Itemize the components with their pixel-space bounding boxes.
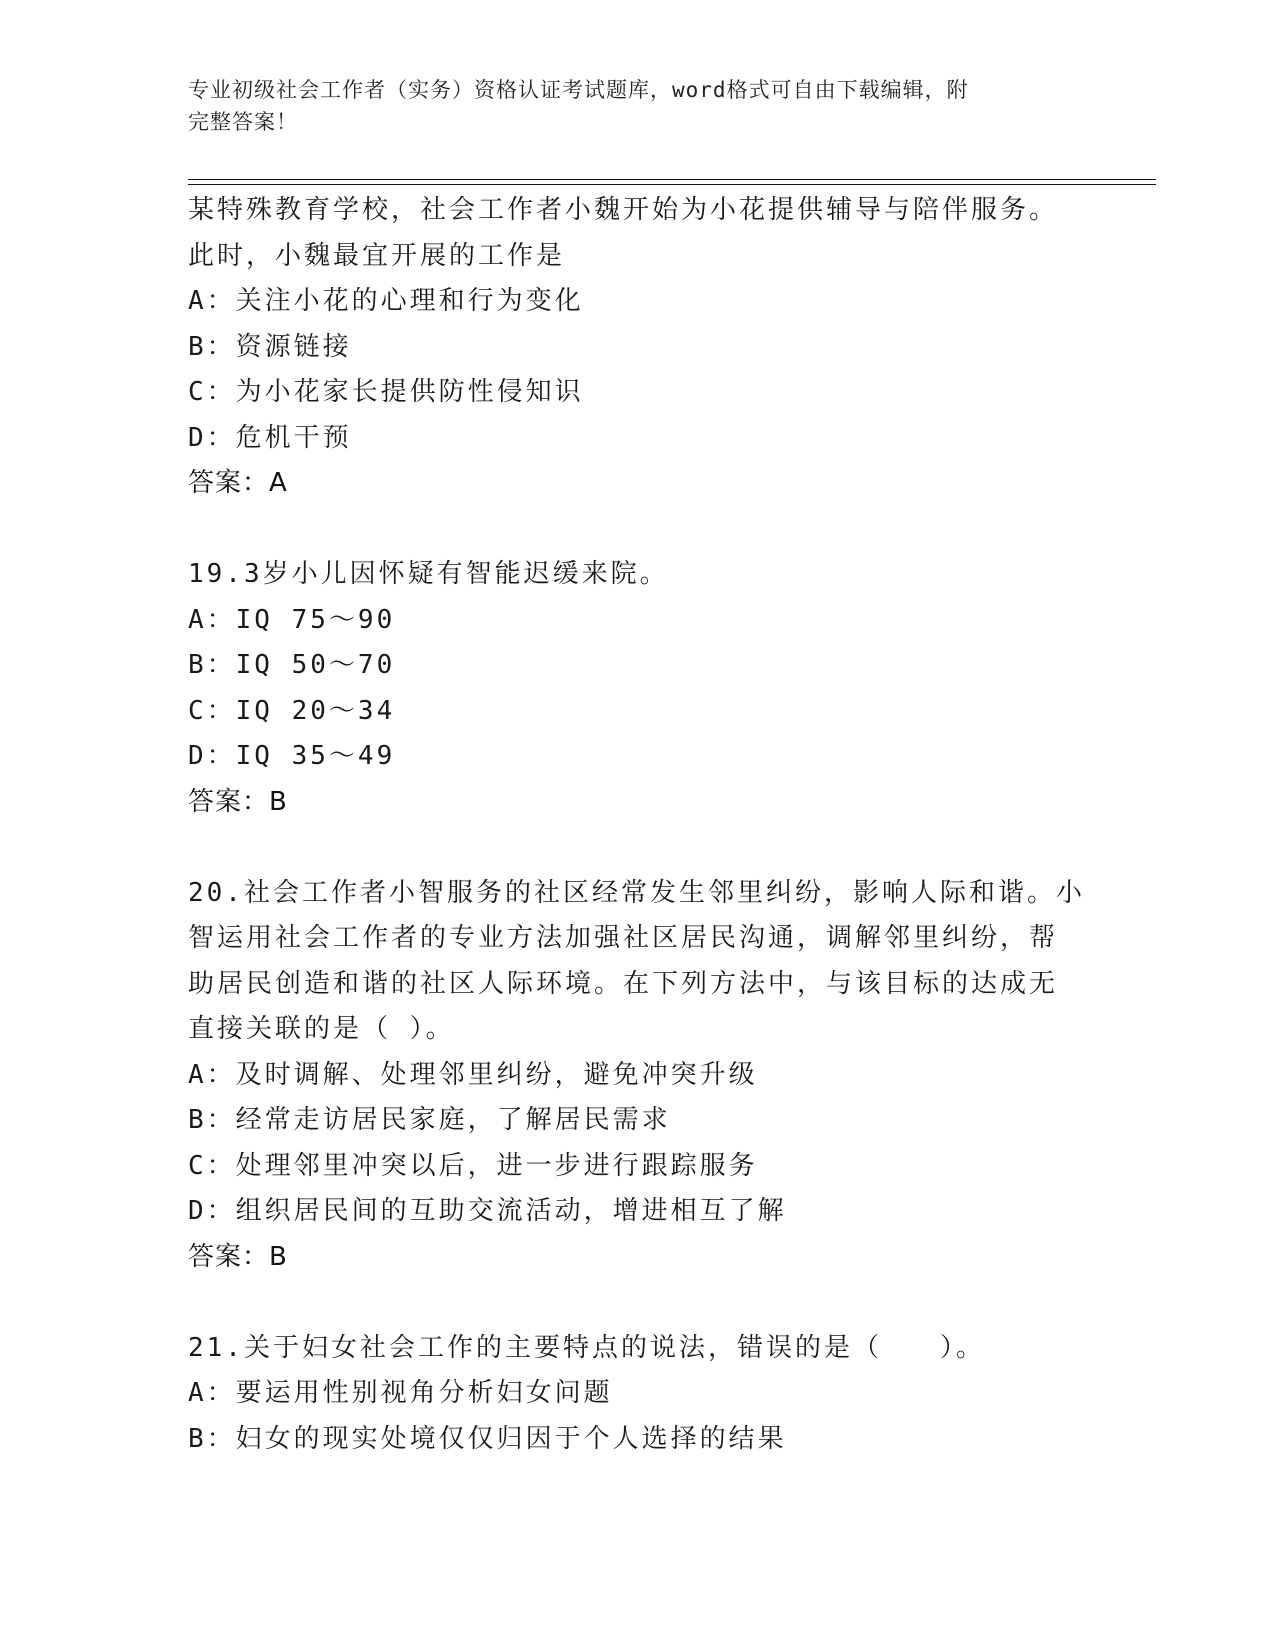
- question-stem-line: 19.3岁小儿因怀疑有智能迟缓来院。: [188, 559, 669, 589]
- option-a: A：要运用性别视角分析妇女问题: [188, 1378, 613, 1408]
- question-list: [188, 188, 1088, 1462]
- option-c: C：IQ 20～34: [188, 695, 396, 726]
- question-stem-line: 此时，小魏最宜开展的工作是: [188, 240, 566, 271]
- question-block: [188, 552, 1088, 825]
- option-b: B：资源链接: [188, 331, 352, 362]
- question-block: [188, 188, 1088, 507]
- question-stem-line: 20.社会工作者小智服务的社区经常发生邻里纠纷，影响人际和谐。小: [188, 877, 1085, 908]
- question-block: [188, 1326, 1088, 1463]
- spacer: [188, 507, 1088, 553]
- option-a: A：关注小花的心理和行为变化: [188, 286, 584, 316]
- header-line-1: 专业初级社会工作者（实务）资格认证考试题库，word格式可自由下载编辑，附: [188, 78, 969, 102]
- option-d: D：组织居民间的互助交流活动，增进相互了解: [188, 1196, 787, 1226]
- option-a: A：IQ 75～90: [188, 604, 396, 635]
- question-stem-line: 某特殊教育学校，社会工作者小魏开始为小花提供辅导与陪伴服务。: [188, 195, 1059, 225]
- question-stem-line: 直接关联的是（ ）。: [188, 1014, 455, 1044]
- header-line-2: 完整答案！: [188, 110, 298, 134]
- document-header: [188, 74, 1088, 138]
- option-c: C：为小花家长提供防性侵知识: [188, 377, 584, 407]
- spacer: [188, 1280, 1088, 1326]
- answer-line: 答案：A: [188, 468, 288, 498]
- option-a: A：及时调解、处理邻里纠纷，避免冲突升级: [188, 1059, 758, 1090]
- option-b: B：IQ 50～70: [188, 650, 396, 680]
- option-d: D：IQ 35～49: [188, 741, 396, 771]
- option-b: B：经常走访居民家庭，了解居民需求: [188, 1105, 671, 1135]
- answer-line: 答案：B: [188, 786, 288, 817]
- header-divider-bottom: [188, 184, 1156, 185]
- option-c: C：处理邻里冲突以后，进一步进行跟踪服务: [188, 1150, 758, 1181]
- option-b: B：妇女的现实处境仅仅归因于个人选择的结果: [188, 1423, 787, 1454]
- header-divider-top: [188, 179, 1156, 180]
- spacer: [188, 825, 1088, 871]
- question-block: [188, 871, 1088, 1281]
- answer-line: 答案：B: [188, 1241, 288, 1272]
- question-stem-line: 智运用社会工作者的专业方法加强社区居民沟通，调解邻里纠纷，帮: [188, 923, 1059, 953]
- option-d: D：危机干预: [188, 422, 352, 453]
- question-stem-line: 21.关于妇女社会工作的主要特点的说法，错误的是（ ）。: [188, 1332, 985, 1363]
- question-stem-line: 助居民创造和谐的社区人际环境。在下列方法中，与该目标的达成无: [188, 968, 1059, 999]
